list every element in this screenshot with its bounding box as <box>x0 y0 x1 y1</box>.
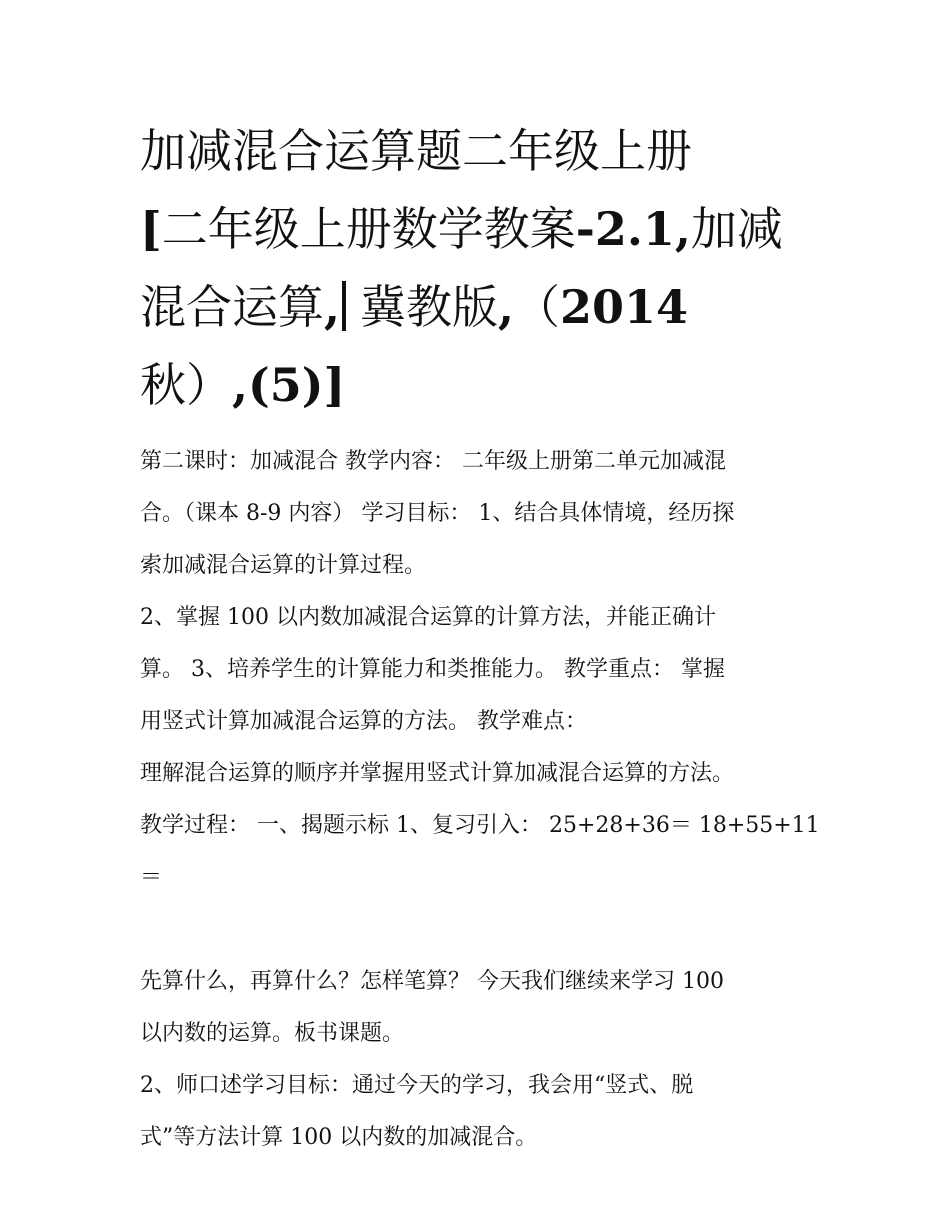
body-line: 2、掌握 100 以内数加减混合运算的计算方法，并能正确计 <box>140 605 716 630</box>
title-line-1: 加减混合运算题二年级上册 <box>140 124 692 178</box>
text-cursor-bar <box>342 281 346 331</box>
body-line: 教学过程： 一、揭题示标 1、复习引入： 25+28+36＝ 18+55+11 <box>140 813 820 838</box>
document-body <box>140 436 830 1164</box>
document-title <box>140 112 820 424</box>
body-line: ＝ <box>140 865 163 890</box>
title-line-2: [二年级上册数学教案-2.1,加减 <box>140 202 783 256</box>
body-line: 索加减混合运算的计算过程。 <box>140 553 427 578</box>
body-line: 理解混合运算的顺序并掌握用竖式计算加减混合运算的方法。 <box>140 761 735 786</box>
body-line: 用竖式计算加减混合运算的方法。 教学难点： <box>140 709 587 734</box>
body-line: 合。（课本 8-9 内容） 学习目标： 1、结合具体情境，经历探 <box>140 501 735 526</box>
body-line: 式”等方法计算 100 以内数的加减混合。 <box>140 1125 538 1150</box>
blank-line <box>140 904 830 956</box>
title-line-3: 混合运算, 冀教版,（2014 <box>140 280 689 334</box>
body-line: 以内数的运算。板书课题。 <box>140 1021 405 1046</box>
body-line: 2、师口述学习目标：通过今天的学习，我会用“竖式、脱 <box>140 1073 694 1098</box>
title-line-4: 秋）,(5)] <box>140 358 346 412</box>
body-line: 算。 3、培养学生的计算能力和类推能力。 教学重点： 掌握 <box>140 657 725 682</box>
body-line: 先算什么，再算什么？怎样笔算？ 今天我们继续来学习 100 <box>140 969 724 994</box>
body-line: 第二课时：加减混合 教学内容： 二年级上册第二单元加减混 <box>140 449 726 474</box>
